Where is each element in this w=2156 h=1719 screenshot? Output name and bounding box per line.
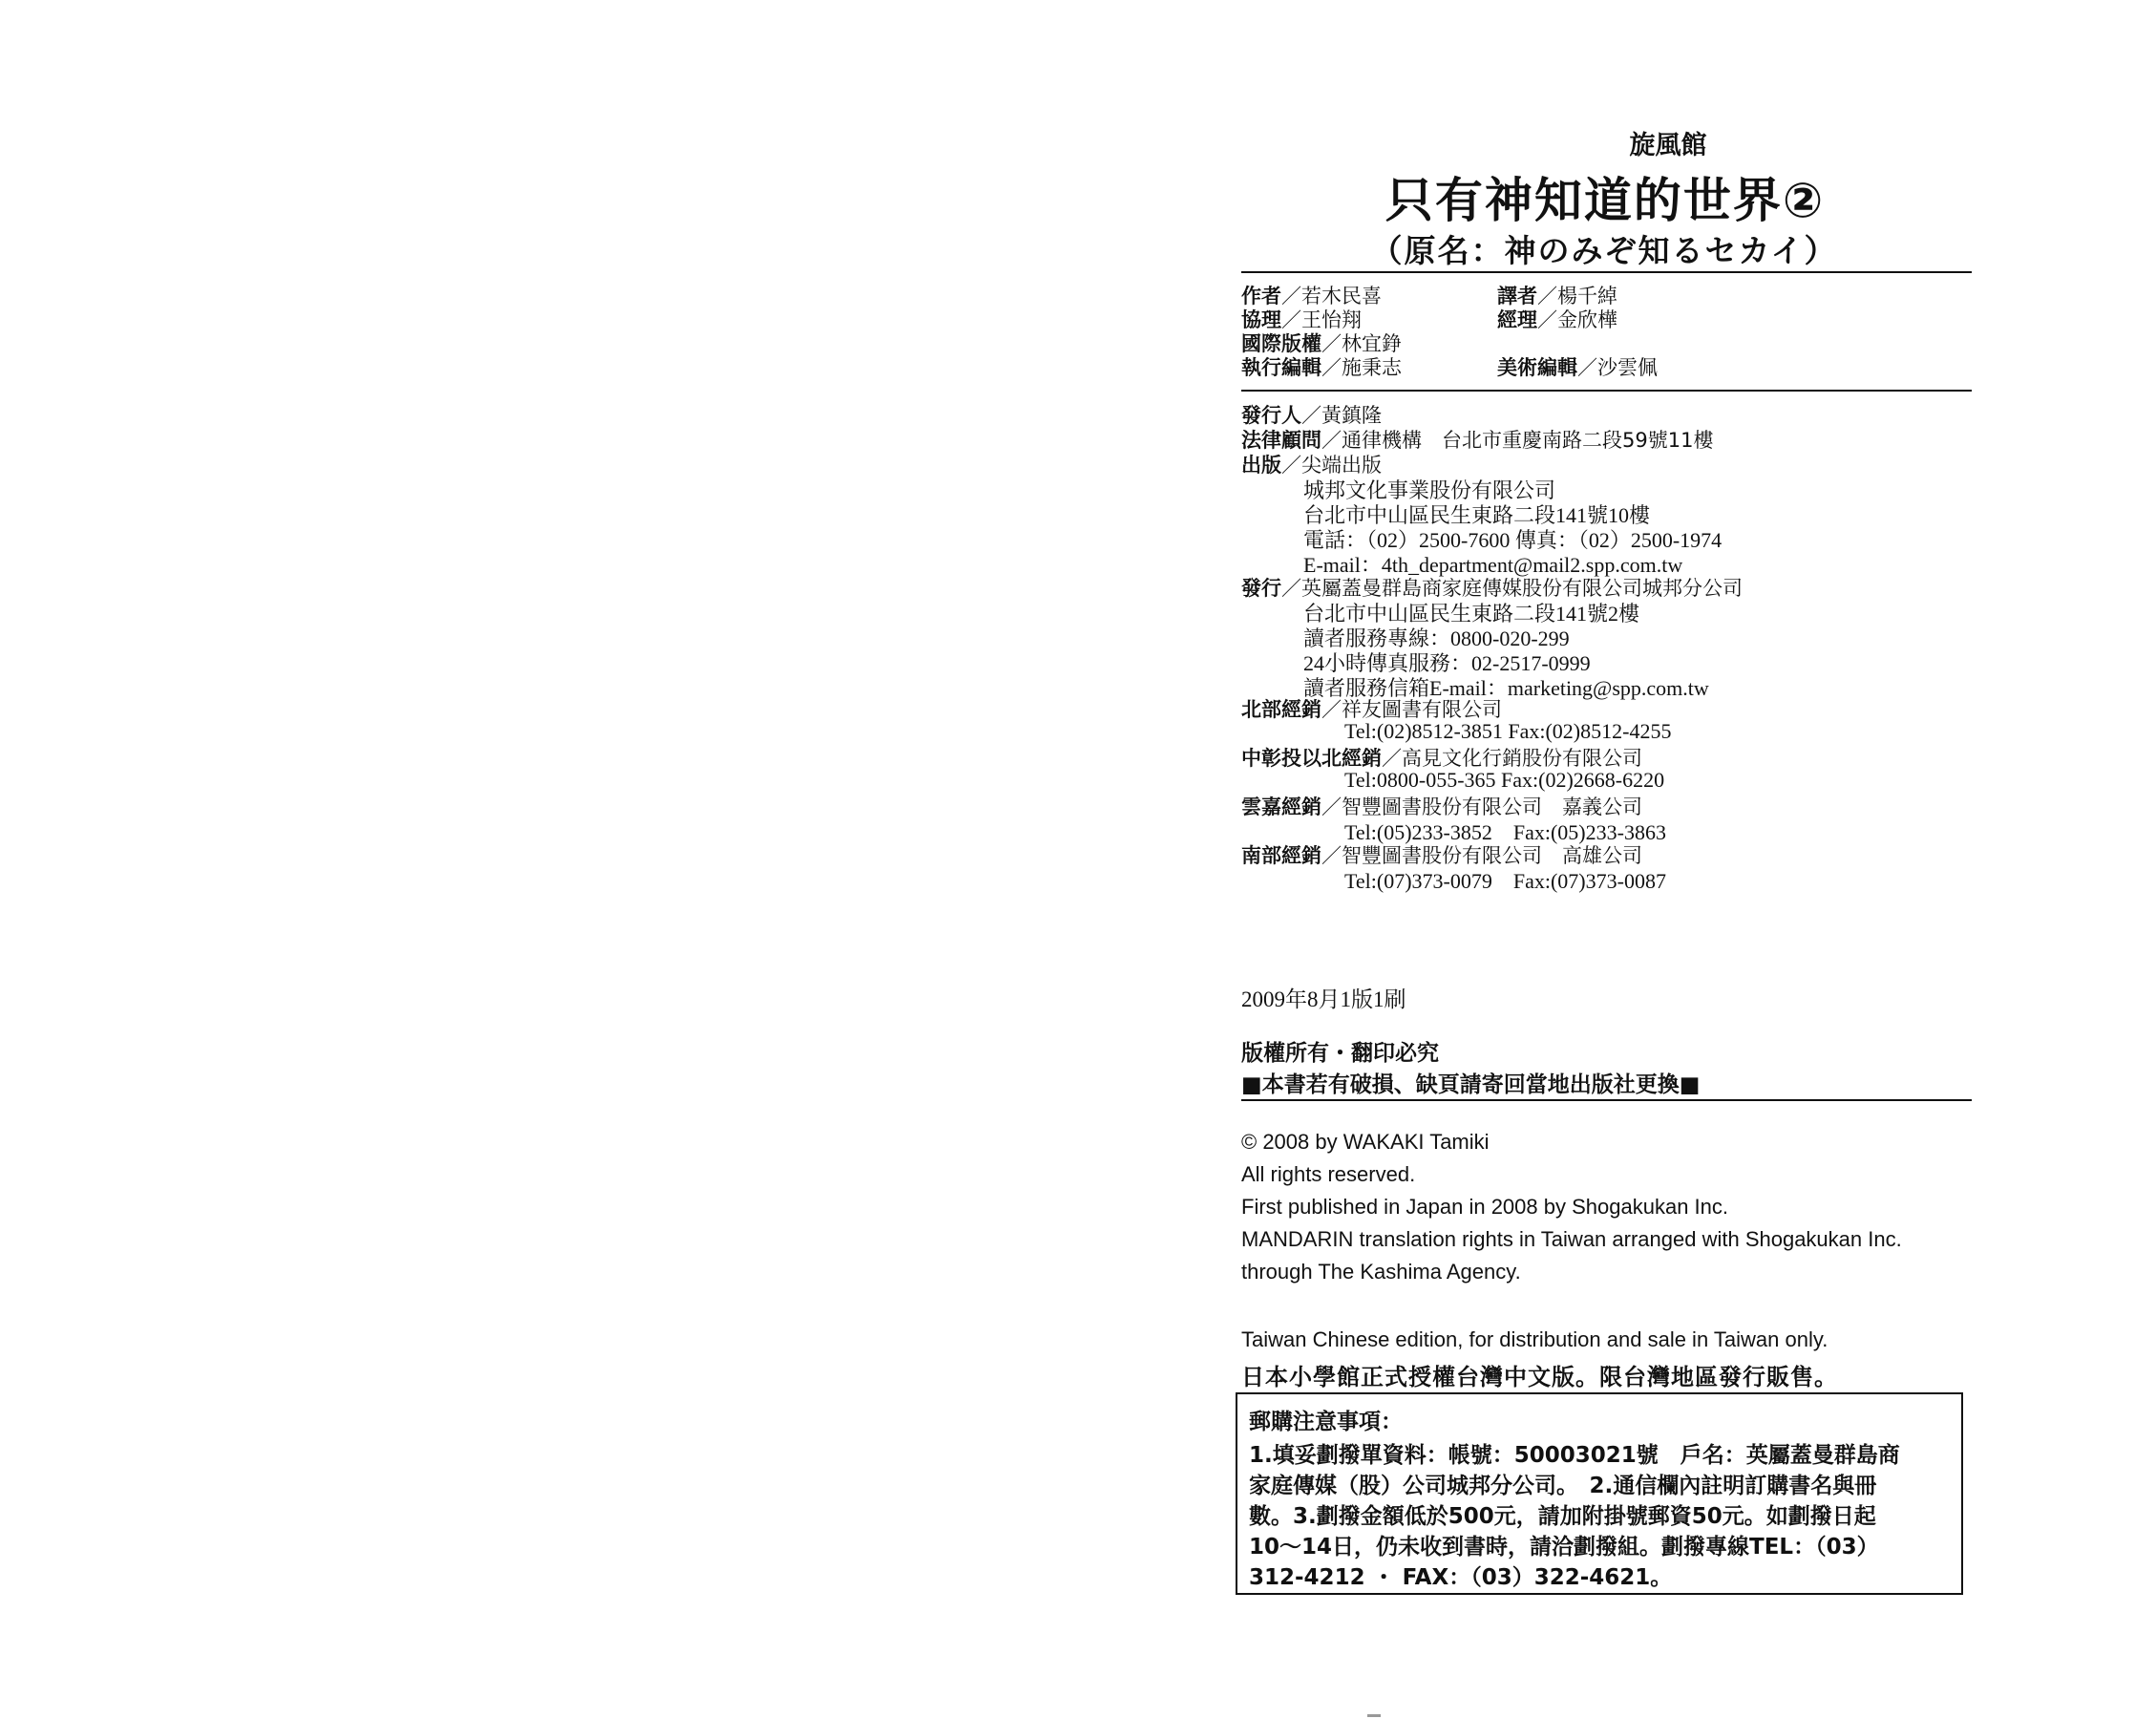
license-statement: 日本小學館正式授權台灣中文版。限台灣地區發行販售。	[1241, 1364, 1838, 1390]
imprint-value: ／高見文化行銷股份有限公司	[1382, 747, 1642, 770]
copyright-line: First published in Japan in 2008 by Shogakukan Inc.	[1241, 1195, 1728, 1219]
credit-art-editor	[1497, 352, 1658, 381]
publisher-phone: 電話：（02）2500-7600 傳真：（02）2500-1974	[1303, 528, 1723, 552]
credit-role: 經理	[1497, 308, 1537, 331]
credit-value: ／楊千綽	[1537, 285, 1617, 308]
notice-line: 10～14日，仍未收到書時，請洽劃撥組。劃撥專線TEL：（03）	[1249, 1535, 1879, 1560]
imprint-role: 中彰投以北經銷	[1241, 747, 1382, 770]
credit-value: ／施秉志	[1321, 356, 1402, 379]
notice-line: 家庭傳媒（股）公司城邦分公司。 2.通信欄內註明訂購書名與冊	[1249, 1474, 1877, 1498]
south-contact: Tel:(07)373-0079 Fax:(07)373-0087	[1344, 869, 1666, 893]
credit-exec-editor	[1241, 352, 1402, 381]
credit-value: ／林宜錚	[1321, 332, 1402, 355]
replacement-notice: ■本書若有破損、缺頁請寄回當地出版社更換■	[1241, 1072, 1701, 1097]
publisher-name: 旋風館	[1629, 131, 1707, 160]
copyright-line: MANDARIN translation rights in Taiwan arranged with Shogakukan Inc.	[1241, 1227, 1902, 1251]
imprint-value: ／英屬蓋曼群島商家庭傳媒股份有限公司城邦分公司	[1281, 577, 1743, 600]
distribution-note: Taiwan Chinese edition, for distribution and sale in Taiwan only.	[1241, 1327, 1828, 1351]
credit-value: ／王怡翔	[1281, 308, 1362, 331]
notice-line: 1.填妥劃撥單資料：帳號：50003021號 戶名：英屬蓋曼群島商	[1249, 1443, 1900, 1468]
divider-rights	[1241, 1099, 1972, 1101]
publisher-email: E-mail：4th_department@mail2.spp.com.tw	[1303, 553, 1683, 577]
credit-value: ／若木民喜	[1281, 285, 1382, 308]
imprint-role: 雲嘉經銷	[1241, 796, 1321, 818]
edition-date: 2009年8月1版1刷	[1241, 987, 1406, 1011]
credit-manager	[1497, 305, 1617, 333]
divider-top	[1241, 271, 1972, 273]
distributor-email: 讀者服務信箱E-mail：marketing@spp.com.tw	[1303, 676, 1709, 700]
imprint-role: 發行	[1241, 577, 1281, 600]
publisher-address: 台北市中山區民生東路二段141號10樓	[1303, 503, 1651, 527]
notice-line: 數。3.劃撥金額低於500元，請加附掛號郵資50元。如劃撥日起	[1249, 1504, 1876, 1529]
credit-value: ／沙雲佩	[1577, 356, 1658, 379]
imprint-role: 法律顧問	[1241, 429, 1321, 452]
credit-role: 美術編輯	[1497, 356, 1577, 379]
copyright-line: All rights reserved.	[1241, 1162, 1416, 1186]
distributor-hotline: 讀者服務專線：0800-020-299	[1303, 626, 1570, 650]
imprint-value: ／智豐圖書股份有限公司 高雄公司	[1321, 844, 1642, 867]
imprint-role: 出版	[1241, 454, 1281, 477]
page-edge-mark	[1367, 1714, 1381, 1717]
yunjia-contact: Tel:(05)233-3852 Fax:(05)233-3863	[1344, 820, 1666, 844]
credit-role: 作者	[1241, 285, 1281, 308]
distributor-address: 台北市中山區民生東路二段141號2樓	[1303, 602, 1640, 626]
notice-title: 郵購注意事項：	[1249, 1410, 1403, 1434]
divider-credits	[1241, 390, 1972, 392]
imprint-value: ／通律機構 台北市重慶南路二段59號11樓	[1321, 429, 1714, 452]
imprint-value: ／尖端出版	[1281, 454, 1382, 477]
central-contact: Tel:0800-055-365 Fax:(02)2668-6220	[1344, 768, 1665, 792]
north-contact: Tel:(02)8512-3851 Fax:(02)8512-4255	[1344, 719, 1672, 743]
credit-role: 國際版權	[1241, 332, 1321, 355]
imprint-role: 發行人	[1241, 404, 1301, 427]
imprint-role: 南部經銷	[1241, 844, 1321, 867]
rights-reserved: 版權所有・翻印必究	[1241, 1041, 1439, 1066]
imprint-role: 北部經銷	[1241, 698, 1321, 721]
original-title: （原名：神のみぞ知るセカイ）	[1370, 232, 1838, 269]
credit-role: 譯者	[1497, 285, 1537, 308]
distributor-fax: 24小時傳真服務：02-2517-0999	[1303, 651, 1591, 675]
credit-role: 執行編輯	[1241, 356, 1321, 379]
imprint-value: ／智豐圖書股份有限公司 嘉義公司	[1321, 796, 1642, 818]
copyright-line: © 2008 by WAKAKI Tamiki	[1241, 1130, 1490, 1154]
imprint-value: ／黃鎮隆	[1301, 404, 1382, 427]
imprint-value: ／祥友圖書有限公司	[1321, 698, 1502, 721]
notice-line: 312-4212 ・ FAX：（03）322-4621。	[1249, 1565, 1673, 1590]
credit-value: ／金欣樺	[1537, 308, 1617, 331]
publisher-company: 城邦文化事業股份有限公司	[1303, 478, 1556, 502]
book-title: 只有神知道的世界②	[1384, 173, 1826, 228]
copyright-line: through The Kashima Agency.	[1241, 1260, 1521, 1284]
credit-role: 協理	[1241, 308, 1281, 331]
